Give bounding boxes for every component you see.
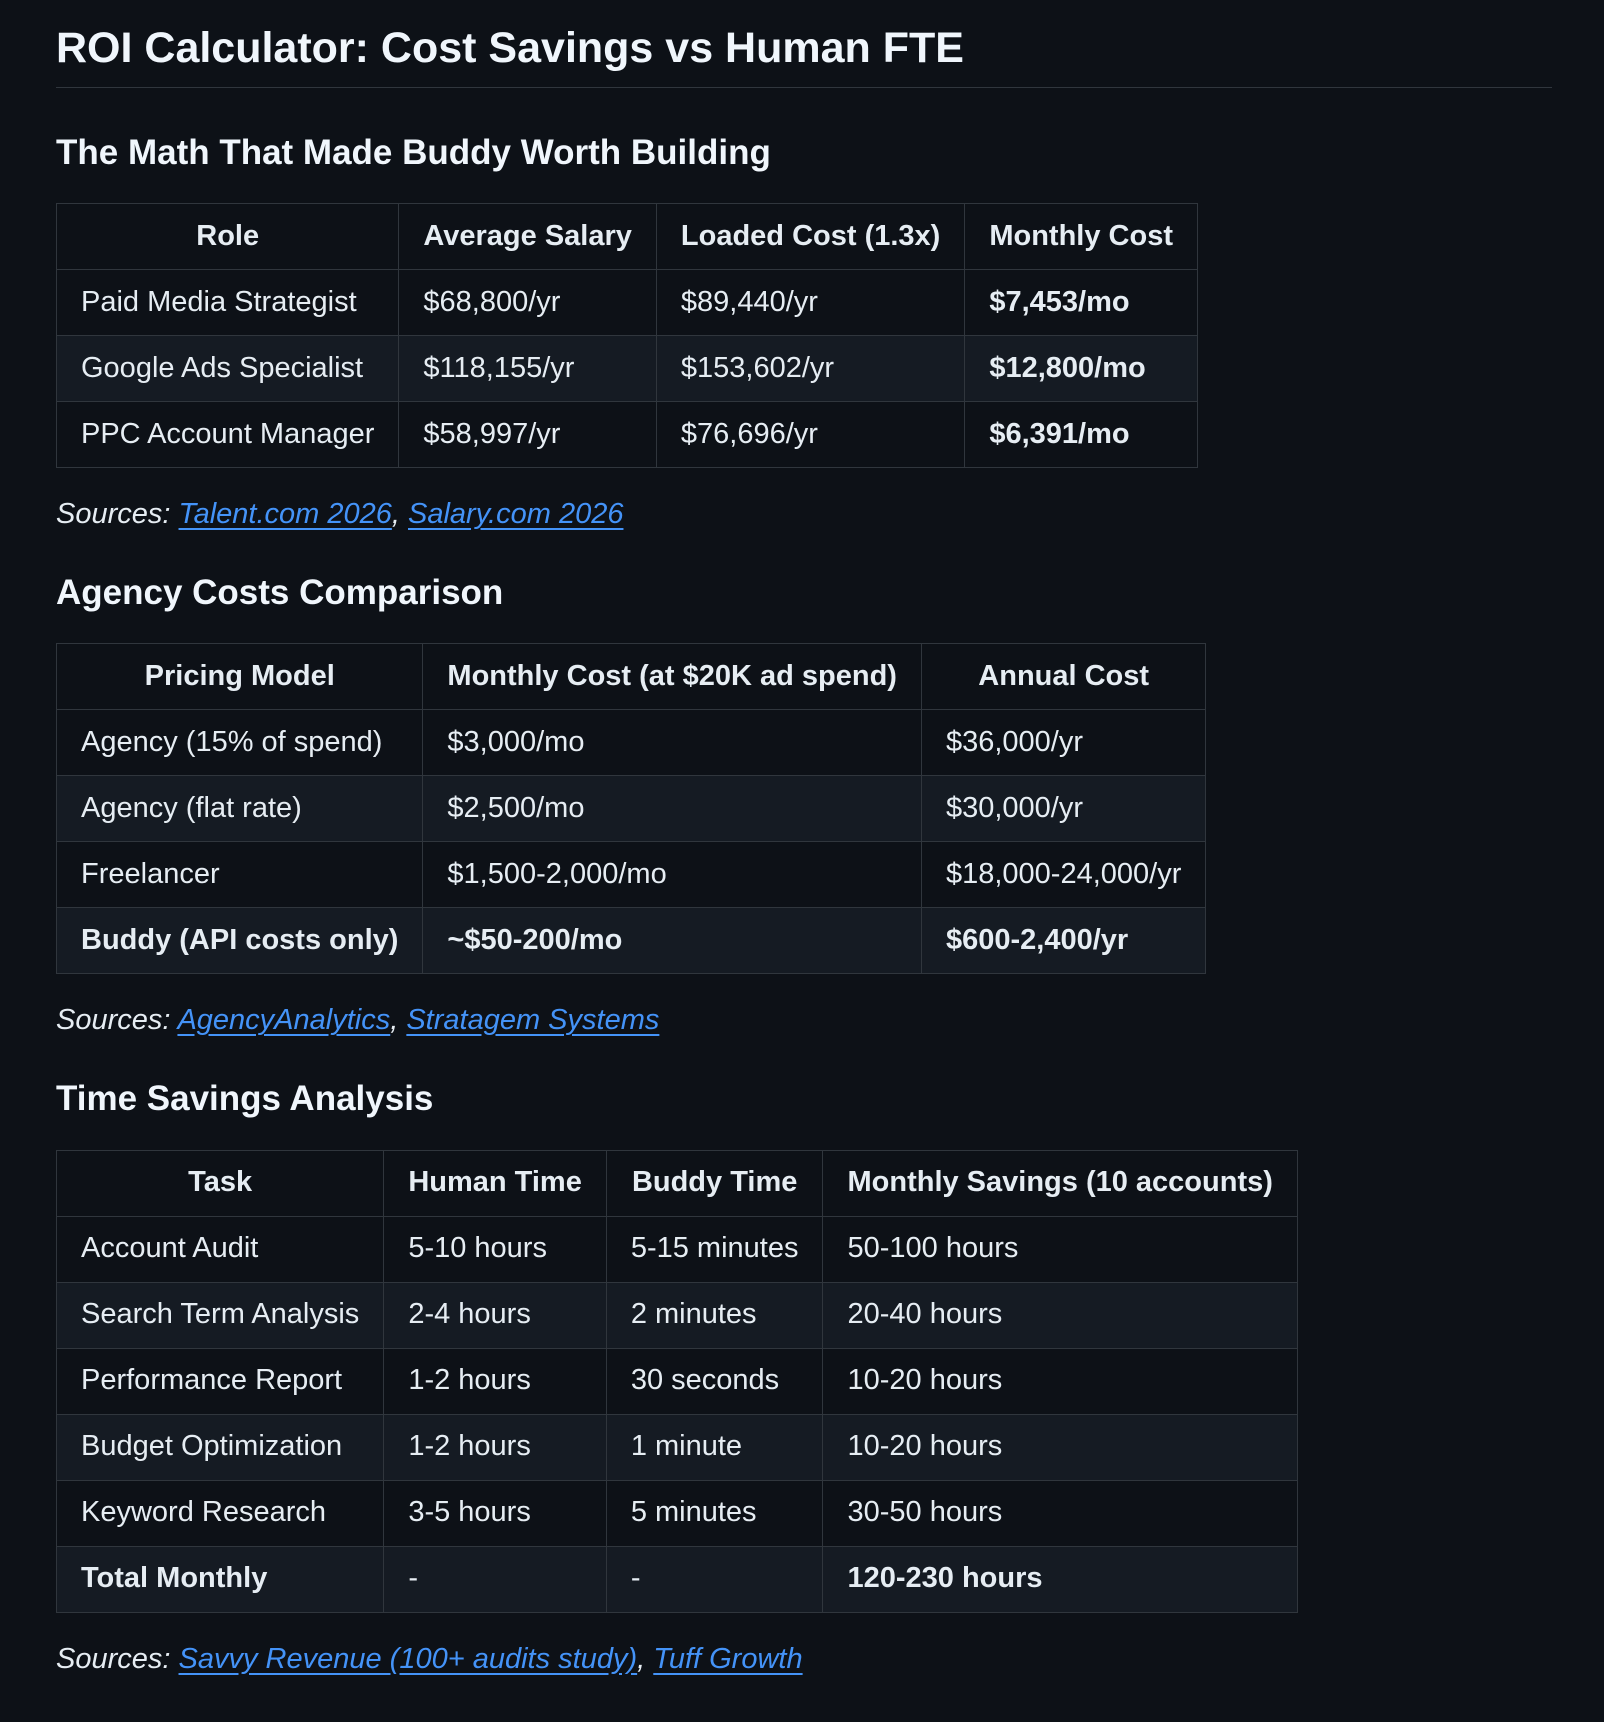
table-cell: $7,453/mo <box>965 270 1198 336</box>
table-cell: PPC Account Manager <box>57 402 399 468</box>
table-header-row <box>57 644 1206 710</box>
table-cell: $89,440/yr <box>656 270 964 336</box>
table-cell: 30-50 hours <box>823 1480 1297 1546</box>
table-cell: 120-230 hours <box>823 1546 1297 1612</box>
section-heading-time-savings: Time Savings Analysis <box>56 1079 434 1119</box>
source-link-stratagem[interactable]: Stratagem Systems <box>406 1004 660 1037</box>
table-cell: 20-40 hours <box>823 1282 1297 1348</box>
table-row <box>57 336 1198 402</box>
table-row <box>57 1348 1298 1414</box>
table-row <box>57 1282 1298 1348</box>
table-row <box>57 1546 1298 1612</box>
section-heading-fte-math: The Math That Made Buddy Worth Building <box>56 132 771 172</box>
time-savings-table <box>56 1150 1298 1613</box>
table-cell: - <box>384 1546 607 1612</box>
table-row <box>57 402 1198 468</box>
table-row <box>57 842 1206 908</box>
table-cell: 3-5 hours <box>384 1480 607 1546</box>
table-cell: $2,500/mo <box>423 776 922 842</box>
table-cell: $68,800/yr <box>399 270 657 336</box>
column-header: Annual Cost <box>921 644 1205 710</box>
table-row <box>57 1480 1298 1546</box>
sources-line: Sources: Talent.com 2026, Salary.com 2026 <box>56 498 624 531</box>
source-link-tuff-growth[interactable]: Tuff Growth <box>653 1642 803 1675</box>
table-row <box>57 270 1198 336</box>
sources-label: Sources: <box>56 1004 171 1037</box>
sources-label: Sources: <box>56 1642 171 1675</box>
sources-line: Sources: AgencyAnalytics, Stratagem Systems <box>56 1004 660 1037</box>
fte-cost-table <box>56 203 1198 468</box>
table-row <box>57 1414 1298 1480</box>
sources-line: Sources: Savvy Revenue (100+ audits study), Tuff Growth <box>56 1642 803 1675</box>
column-header: Human Time <box>384 1150 607 1216</box>
table-cell: Account Audit <box>57 1216 384 1282</box>
table-cell: 2 minutes <box>606 1282 823 1348</box>
table-cell: Budget Optimization <box>57 1414 384 1480</box>
table-cell: $76,696/yr <box>656 402 964 468</box>
table-cell: $12,800/mo <box>965 336 1198 402</box>
table-cell: 10-20 hours <box>823 1414 1297 1480</box>
source-link-agencyanalytics[interactable]: AgencyAnalytics <box>177 1004 391 1037</box>
table-cell: $30,000/yr <box>921 776 1205 842</box>
agency-cost-table <box>56 643 1206 974</box>
column-header: Task <box>57 1150 384 1216</box>
page-title: ROI Calculator: Cost Savings vs Human FTE <box>56 14 1552 88</box>
source-link-savvy-revenue[interactable]: Savvy Revenue (100+ audits study) <box>178 1642 638 1675</box>
table-cell: $118,155/yr <box>399 336 657 402</box>
table-cell: - <box>606 1546 823 1612</box>
table-cell: ~$50-200/mo <box>423 908 922 974</box>
source-link-salary[interactable]: Salary.com 2026 <box>408 498 624 531</box>
table-cell: 50-100 hours <box>823 1216 1297 1282</box>
column-header: Pricing Model <box>57 644 423 710</box>
table-cell: Total Monthly <box>57 1546 384 1612</box>
table-cell: $3,000/mo <box>423 710 922 776</box>
table-cell: 5 minutes <box>606 1480 823 1546</box>
column-header: Role <box>57 204 399 270</box>
table-row <box>57 1216 1298 1282</box>
table-row <box>57 776 1206 842</box>
table-cell: Freelancer <box>57 842 423 908</box>
table-cell: $58,997/yr <box>399 402 657 468</box>
section-heading-agency-costs: Agency Costs Comparison <box>56 572 504 612</box>
table-cell: Keyword Research <box>57 1480 384 1546</box>
table-cell: $153,602/yr <box>656 336 964 402</box>
table-header-row <box>57 204 1198 270</box>
column-header: Monthly Savings (10 accounts) <box>823 1150 1297 1216</box>
table-cell: Buddy (API costs only) <box>57 908 423 974</box>
column-header: Monthly Cost (at $20K ad spend) <box>423 644 922 710</box>
table-cell: 1-2 hours <box>384 1348 607 1414</box>
table-cell: Google Ads Specialist <box>57 336 399 402</box>
table-cell: Agency (15% of spend) <box>57 710 423 776</box>
table-cell: 1 minute <box>606 1414 823 1480</box>
table-row <box>57 908 1206 974</box>
column-header: Loaded Cost (1.3x) <box>656 204 964 270</box>
table-header-row <box>57 1150 1298 1216</box>
table-cell: 10-20 hours <box>823 1348 1297 1414</box>
table-row <box>57 710 1206 776</box>
table-cell: $36,000/yr <box>921 710 1205 776</box>
table-cell: 1-2 hours <box>384 1414 607 1480</box>
table-cell: $6,391/mo <box>965 402 1198 468</box>
table-cell: 2-4 hours <box>384 1282 607 1348</box>
table-cell: 5-10 hours <box>384 1216 607 1282</box>
column-header: Monthly Cost <box>965 204 1198 270</box>
sources-label: Sources: <box>56 498 171 531</box>
table-cell: $18,000-24,000/yr <box>921 842 1205 908</box>
source-link-talent[interactable]: Talent.com 2026 <box>178 498 392 531</box>
column-header: Buddy Time <box>606 1150 823 1216</box>
table-cell: Paid Media Strategist <box>57 270 399 336</box>
table-cell: Agency (flat rate) <box>57 776 423 842</box>
column-header: Average Salary <box>399 204 657 270</box>
table-cell: $1,500-2,000/mo <box>423 842 922 908</box>
table-cell: 30 seconds <box>606 1348 823 1414</box>
table-cell: Performance Report <box>57 1348 384 1414</box>
table-cell: Search Term Analysis <box>57 1282 384 1348</box>
table-cell: 5-15 minutes <box>606 1216 823 1282</box>
table-cell: $600-2,400/yr <box>921 908 1205 974</box>
